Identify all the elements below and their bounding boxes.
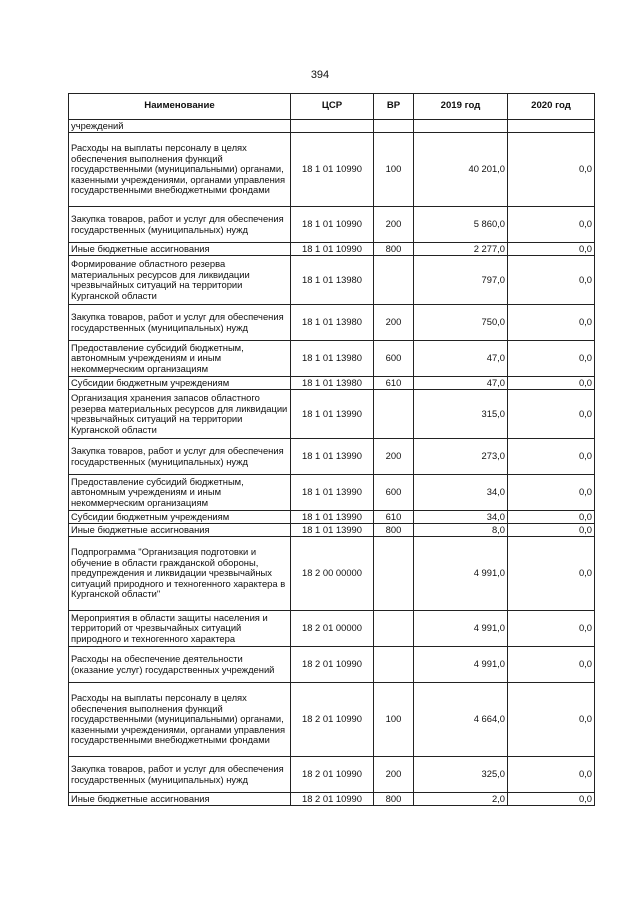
row-2020: 0,0	[508, 793, 595, 806]
row-2020: 0,0	[508, 243, 595, 256]
row-2019: 315,0	[414, 390, 508, 439]
row-name: Закупка товаров, работ и услуг для обеспечения государственных (муниципальных) нужд	[69, 439, 291, 475]
row-name: Расходы на выплаты персоналу в целях обеспечения выполнения функций государственными (муниципальными) органами, казенными учреждениями, органами управления государственными внебюджетными фондами	[69, 683, 291, 757]
row-vr	[374, 256, 414, 305]
row-vr: 200	[374, 305, 414, 341]
row-vr: 100	[374, 683, 414, 757]
row-name: Мероприятия в области защиты населения и территорий от чрезвычайных ситуаций природного и техногенного характера	[69, 611, 291, 647]
row-csr: 18 2 00 00000	[291, 537, 374, 611]
row-2020: 0,0	[508, 439, 595, 475]
row-2019: 2,0	[414, 793, 508, 806]
row-2019: 797,0	[414, 256, 508, 305]
row-2019: 34,0	[414, 475, 508, 511]
row-vr: 610	[374, 511, 414, 524]
row-2019: 5 860,0	[414, 207, 508, 243]
row-name: Закупка товаров, работ и услуг для обеспечения государственных (муниципальных) нужд	[69, 207, 291, 243]
row-vr	[374, 647, 414, 683]
table-row	[69, 243, 595, 256]
row-vr: 610	[374, 377, 414, 390]
row-vr: 200	[374, 207, 414, 243]
row-2019: 47,0	[414, 341, 508, 377]
row-name: Субсидии бюджетным учреждениям	[69, 511, 291, 524]
row-2020: 0,0	[508, 341, 595, 377]
row-csr	[291, 120, 374, 133]
row-csr: 18 2 01 10990	[291, 683, 374, 757]
row-2019: 8,0	[414, 524, 508, 537]
table-row	[69, 475, 595, 511]
row-name: Иные бюджетные ассигнования	[69, 793, 291, 806]
row-2019: 325,0	[414, 757, 508, 793]
column-header-2019: 2019 год	[414, 94, 508, 120]
row-2020: 0,0	[508, 256, 595, 305]
row-2020: 0,0	[508, 647, 595, 683]
row-name: Организация хранения запасов областного резерва материальных ресурсов для ликвидации чрезвычайных ситуаций на территории Курганской области	[69, 390, 291, 439]
row-2020: 0,0	[508, 511, 595, 524]
row-csr: 18 1 01 13990	[291, 475, 374, 511]
row-2019: 40 201,0	[414, 133, 508, 207]
row-csr: 18 1 01 13980	[291, 305, 374, 341]
row-csr: 18 2 01 00000	[291, 611, 374, 647]
row-csr: 18 1 01 13990	[291, 524, 374, 537]
table-row	[69, 793, 595, 806]
row-2020: 0,0	[508, 537, 595, 611]
row-2019: 2 277,0	[414, 243, 508, 256]
row-2020: 0,0	[508, 133, 595, 207]
table-row	[69, 305, 595, 341]
row-vr	[374, 611, 414, 647]
table-row	[69, 377, 595, 390]
row-csr: 18 1 01 13980	[291, 341, 374, 377]
row-2020: 0,0	[508, 524, 595, 537]
page-number: 394	[310, 69, 330, 81]
row-2020	[508, 120, 595, 133]
row-2020: 0,0	[508, 757, 595, 793]
row-name: Иные бюджетные ассигнования	[69, 524, 291, 537]
row-csr: 18 1 01 13980	[291, 377, 374, 390]
row-csr: 18 1 01 10990	[291, 207, 374, 243]
row-vr: 100	[374, 133, 414, 207]
row-csr: 18 1 01 10990	[291, 133, 374, 207]
table-row	[69, 524, 595, 537]
column-header-name: Наименование	[69, 94, 291, 120]
row-vr	[374, 537, 414, 611]
row-csr: 18 1 01 13990	[291, 511, 374, 524]
row-name: Расходы на обеспечение деятельности (оказание услуг) государственных учреждений	[69, 647, 291, 683]
row-vr	[374, 120, 414, 133]
row-name: Закупка товаров, работ и услуг для обеспечения государственных (муниципальных) нужд	[69, 757, 291, 793]
table-row	[69, 439, 595, 475]
row-name: Иные бюджетные ассигнования	[69, 243, 291, 256]
row-2019: 4 991,0	[414, 611, 508, 647]
row-2019: 4 991,0	[414, 537, 508, 611]
table-row	[69, 120, 595, 133]
row-vr: 200	[374, 439, 414, 475]
row-2020: 0,0	[508, 305, 595, 341]
row-vr: 600	[374, 475, 414, 511]
row-2020: 0,0	[508, 475, 595, 511]
row-2020: 0,0	[508, 207, 595, 243]
row-name: Предоставление субсидий бюджетным, автономным учреждениям и иным некоммерческим организациям	[69, 475, 291, 511]
row-vr: 800	[374, 524, 414, 537]
row-csr: 18 1 01 13980	[291, 256, 374, 305]
table-row	[69, 683, 595, 757]
row-2020: 0,0	[508, 683, 595, 757]
column-header-csr: ЦСР	[291, 94, 374, 120]
row-2019: 4 664,0	[414, 683, 508, 757]
table-row	[69, 256, 595, 305]
row-vr: 200	[374, 757, 414, 793]
table-row	[69, 390, 595, 439]
row-name: Формирование областного резерва материальных ресурсов для ликвидации чрезвычайных ситуаций на территории Курганской области	[69, 256, 291, 305]
row-csr: 18 2 01 10990	[291, 647, 374, 683]
row-name: Предоставление субсидий бюджетным, автономным учреждениям и иным некоммерческим организациям	[69, 341, 291, 377]
row-csr: 18 2 01 10990	[291, 757, 374, 793]
table-row	[69, 647, 595, 683]
column-header-2020: 2020 год	[508, 94, 595, 120]
row-name: Закупка товаров, работ и услуг для обеспечения государственных (муниципальных) нужд	[69, 305, 291, 341]
table-row	[69, 133, 595, 207]
table-row	[69, 611, 595, 647]
row-csr: 18 1 01 13990	[291, 439, 374, 475]
column-header-vr: ВР	[374, 94, 414, 120]
row-vr	[374, 390, 414, 439]
row-vr: 800	[374, 243, 414, 256]
row-2019: 34,0	[414, 511, 508, 524]
row-vr: 800	[374, 793, 414, 806]
row-2020: 0,0	[508, 390, 595, 439]
row-name: учреждений	[69, 120, 291, 133]
row-name: Подпрограмма "Организация подготовки и обучение в области гражданской обороны, предупреждения и ликвидации чрезвычайных ситуаций природного и техногенного характера в Курганской области"	[69, 537, 291, 611]
budget-table	[68, 93, 595, 806]
table-row	[69, 537, 595, 611]
row-csr: 18 2 01 10990	[291, 793, 374, 806]
table-row	[69, 207, 595, 243]
row-2019: 47,0	[414, 377, 508, 390]
row-2019: 750,0	[414, 305, 508, 341]
table-row	[69, 757, 595, 793]
row-2020: 0,0	[508, 611, 595, 647]
row-2020: 0,0	[508, 377, 595, 390]
table-row	[69, 341, 595, 377]
table-header-row	[69, 94, 595, 120]
table-row	[69, 511, 595, 524]
row-csr: 18 1 01 10990	[291, 243, 374, 256]
row-vr: 600	[374, 341, 414, 377]
row-name: Расходы на выплаты персоналу в целях обеспечения выполнения функций государственными (муниципальными) органами, казенными учреждениями, органами управления государственными внебюджетными фондами	[69, 133, 291, 207]
row-2019: 273,0	[414, 439, 508, 475]
row-csr: 18 1 01 13990	[291, 390, 374, 439]
row-2019	[414, 120, 508, 133]
row-2019: 4 991,0	[414, 647, 508, 683]
row-name: Субсидии бюджетным учреждениям	[69, 377, 291, 390]
